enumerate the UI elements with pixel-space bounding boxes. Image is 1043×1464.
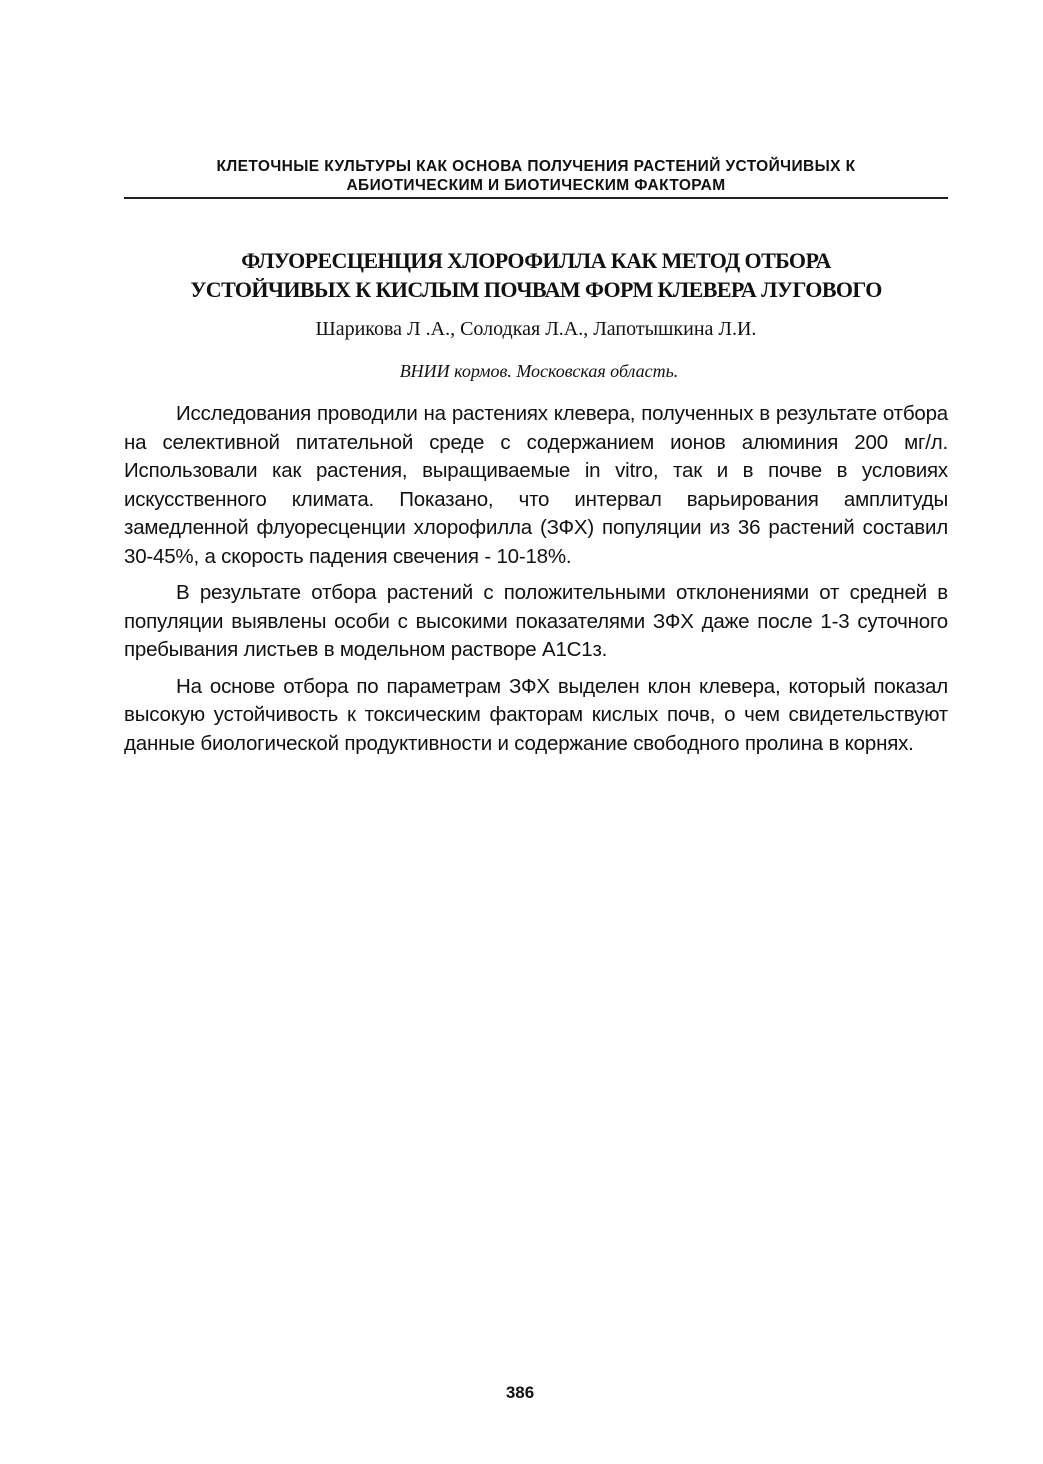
body-paragraph-3: На основе отбора по параметрам ЗФХ выделен клон клевера, который показал высокую устойчивость к токсическим факторам кислых почв, о чем свидетельствуют данные биологической продуктивности и содержание свободного пролина в корнях. [124,674,948,755]
running-header [124,157,948,195]
body-paragraph-2: В результате отбора растений с положительными отклонениями от средней в популяции выявлены особи с высокими показателями ЗФХ даже после 1-3 суточного пребывания листьев в модельном растворе А1С1з. [124,581,948,661]
article-affiliation: ВНИИ кормов. Московская область. [399,361,679,381]
article-title-line-1: ФЛУОРЕСЦЕНЦИЯ ХЛОРОФИЛЛА КАК МЕТОД ОТБОРА [241,248,831,273]
header-divider [124,197,948,199]
article-title-line-2: УСТОЙЧИВЫХ К КИСЛЫМ ПОЧВАМ ФОРМ КЛЕВЕРА ЛУГОВОГО [190,277,882,302]
running-header-line-1: КЛЕТОЧНЫЕ КУЛЬТУРЫ КАК ОСНОВА ПОЛУЧЕНИЯ РАСТЕНИЙ УСТОЙЧИВЫХ К [216,158,856,175]
article-title [110,246,962,304]
article-authors: Шарикова Л .А., Солодкая Л.А., Лапотышкина Л.И. [315,318,757,340]
body-paragraph-1: Исследования проводили на растениях клевера, полученных в результате отбора на селективной питательной среде с содержанием ионов алюминия 200 мг/л. Использовали как растения, выращиваемые in vitro, так и в почве в условиях искусственного климата. Показано, что интервал варьирования амплитуды замедленной флуоресценции хлорофилла (ЗФХ) популяции из 36 растений составил 30-45%, а скорость падения свечения - 10-18%. [124,402,948,568]
article-body [124,400,948,766]
running-header-line-2: АБИОТИЧЕСКИМ И БИОТИЧЕСКИМ ФАКТОРАМ [346,177,726,194]
page-number: 386 [505,1383,535,1402]
